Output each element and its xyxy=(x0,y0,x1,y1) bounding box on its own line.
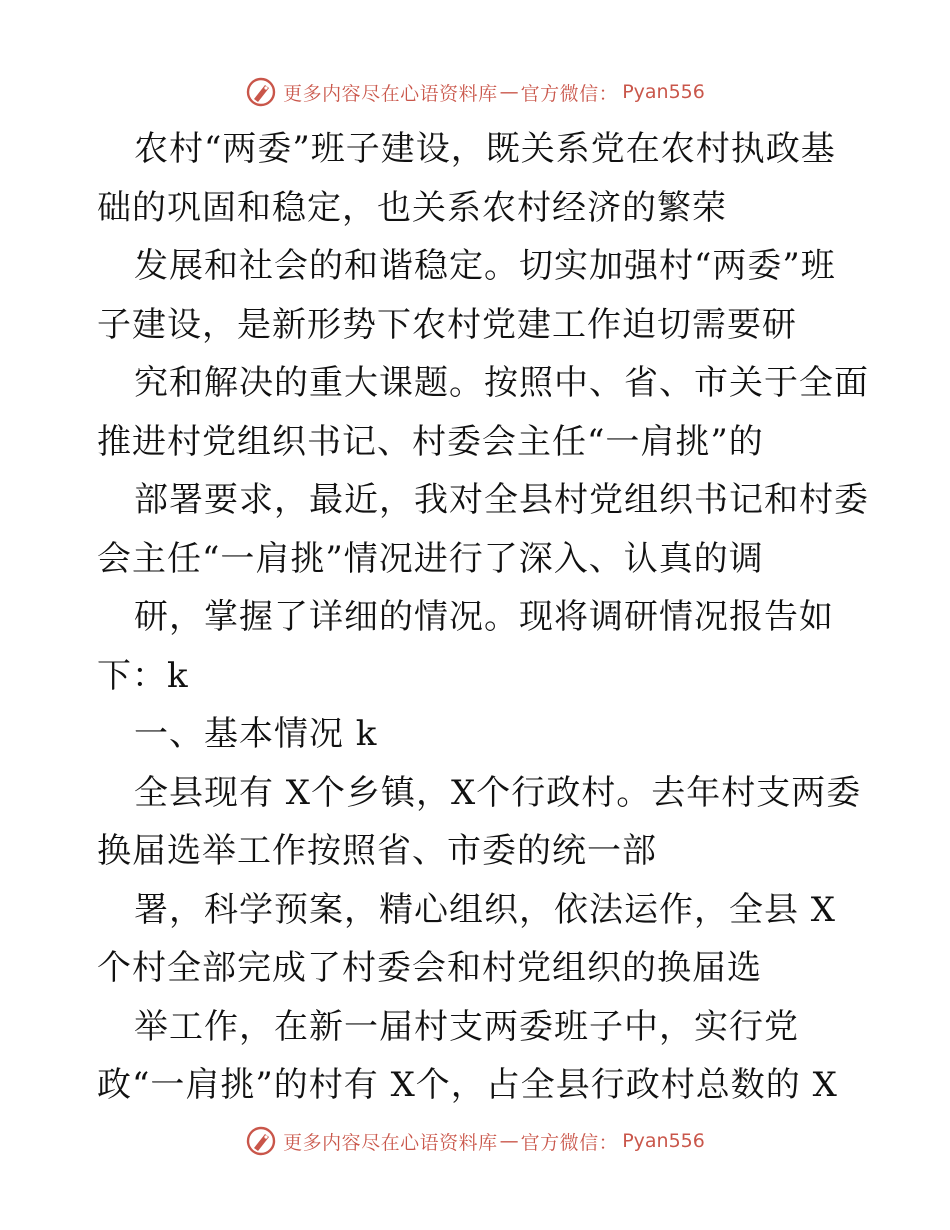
text-line: 政“一肩挑”的村有 X个，占全县行政村总数的 X xyxy=(97,1065,838,1105)
watermark-wechat-id: Pyan556 xyxy=(622,1130,705,1152)
document-body xyxy=(0,120,950,1115)
pen-nib-logo-icon xyxy=(245,1125,277,1157)
text-line: 究和解决的重大课题。按照中、省、市关于全面 xyxy=(134,363,869,403)
watermark-separator: — xyxy=(499,81,519,103)
text-line: 下：k xyxy=(97,655,189,696)
header-watermark xyxy=(0,72,950,112)
text-line: 础的巩固和稳定，也关系农村经济的繁荣 xyxy=(97,187,727,228)
watermark-wechat-id: Pyan556 xyxy=(622,81,705,103)
text-line: 全县现有 X个乡镇，X个行政村。去年村支两委 xyxy=(134,772,862,813)
watermark-text: 更多内容尽在心语资料库 xyxy=(283,82,498,105)
watermark-suffix: 官方微信： xyxy=(520,82,619,105)
footer-watermark xyxy=(0,1121,950,1161)
text-line: 个村全部完成了村委会和村党组织的换届选 xyxy=(97,948,762,988)
text-line: 农村“两委”班子建设，既关系党在农村执政基 xyxy=(134,129,836,169)
section-heading: 一、基本情况 k xyxy=(134,714,378,754)
text-line: 推进村党组织书记、村委会主任“一肩挑”的 xyxy=(97,421,764,462)
watermark-text: 更多内容尽在心语资料库 xyxy=(283,1131,498,1154)
text-line: 会主任“一肩挑”情况进行了深入、认真的调 xyxy=(97,538,764,579)
text-line: 部署要求，最近，我对全县村党组织书记和村委 xyxy=(134,480,869,520)
text-line: 举工作，在新一届村支两委班子中，实行党 xyxy=(134,1006,799,1047)
text-line: 换届选举工作按照省、市委的统一部 xyxy=(97,831,657,871)
watermark-separator: — xyxy=(499,1130,519,1152)
text-line: 发展和社会的和谐稳定。切实加强村“两委”班 xyxy=(134,246,836,286)
watermark-suffix: 官方微信： xyxy=(520,1131,619,1154)
text-line: 子建设，是新形势下农村党建工作迫切需要研 xyxy=(97,304,797,345)
pen-nib-logo-icon xyxy=(245,76,277,108)
text-line: 研，掌握了详细的情况。现将调研情况报告如 xyxy=(134,597,834,637)
text-line: 署，科学预案，精心组织，依法运作，全县 X xyxy=(134,889,837,930)
